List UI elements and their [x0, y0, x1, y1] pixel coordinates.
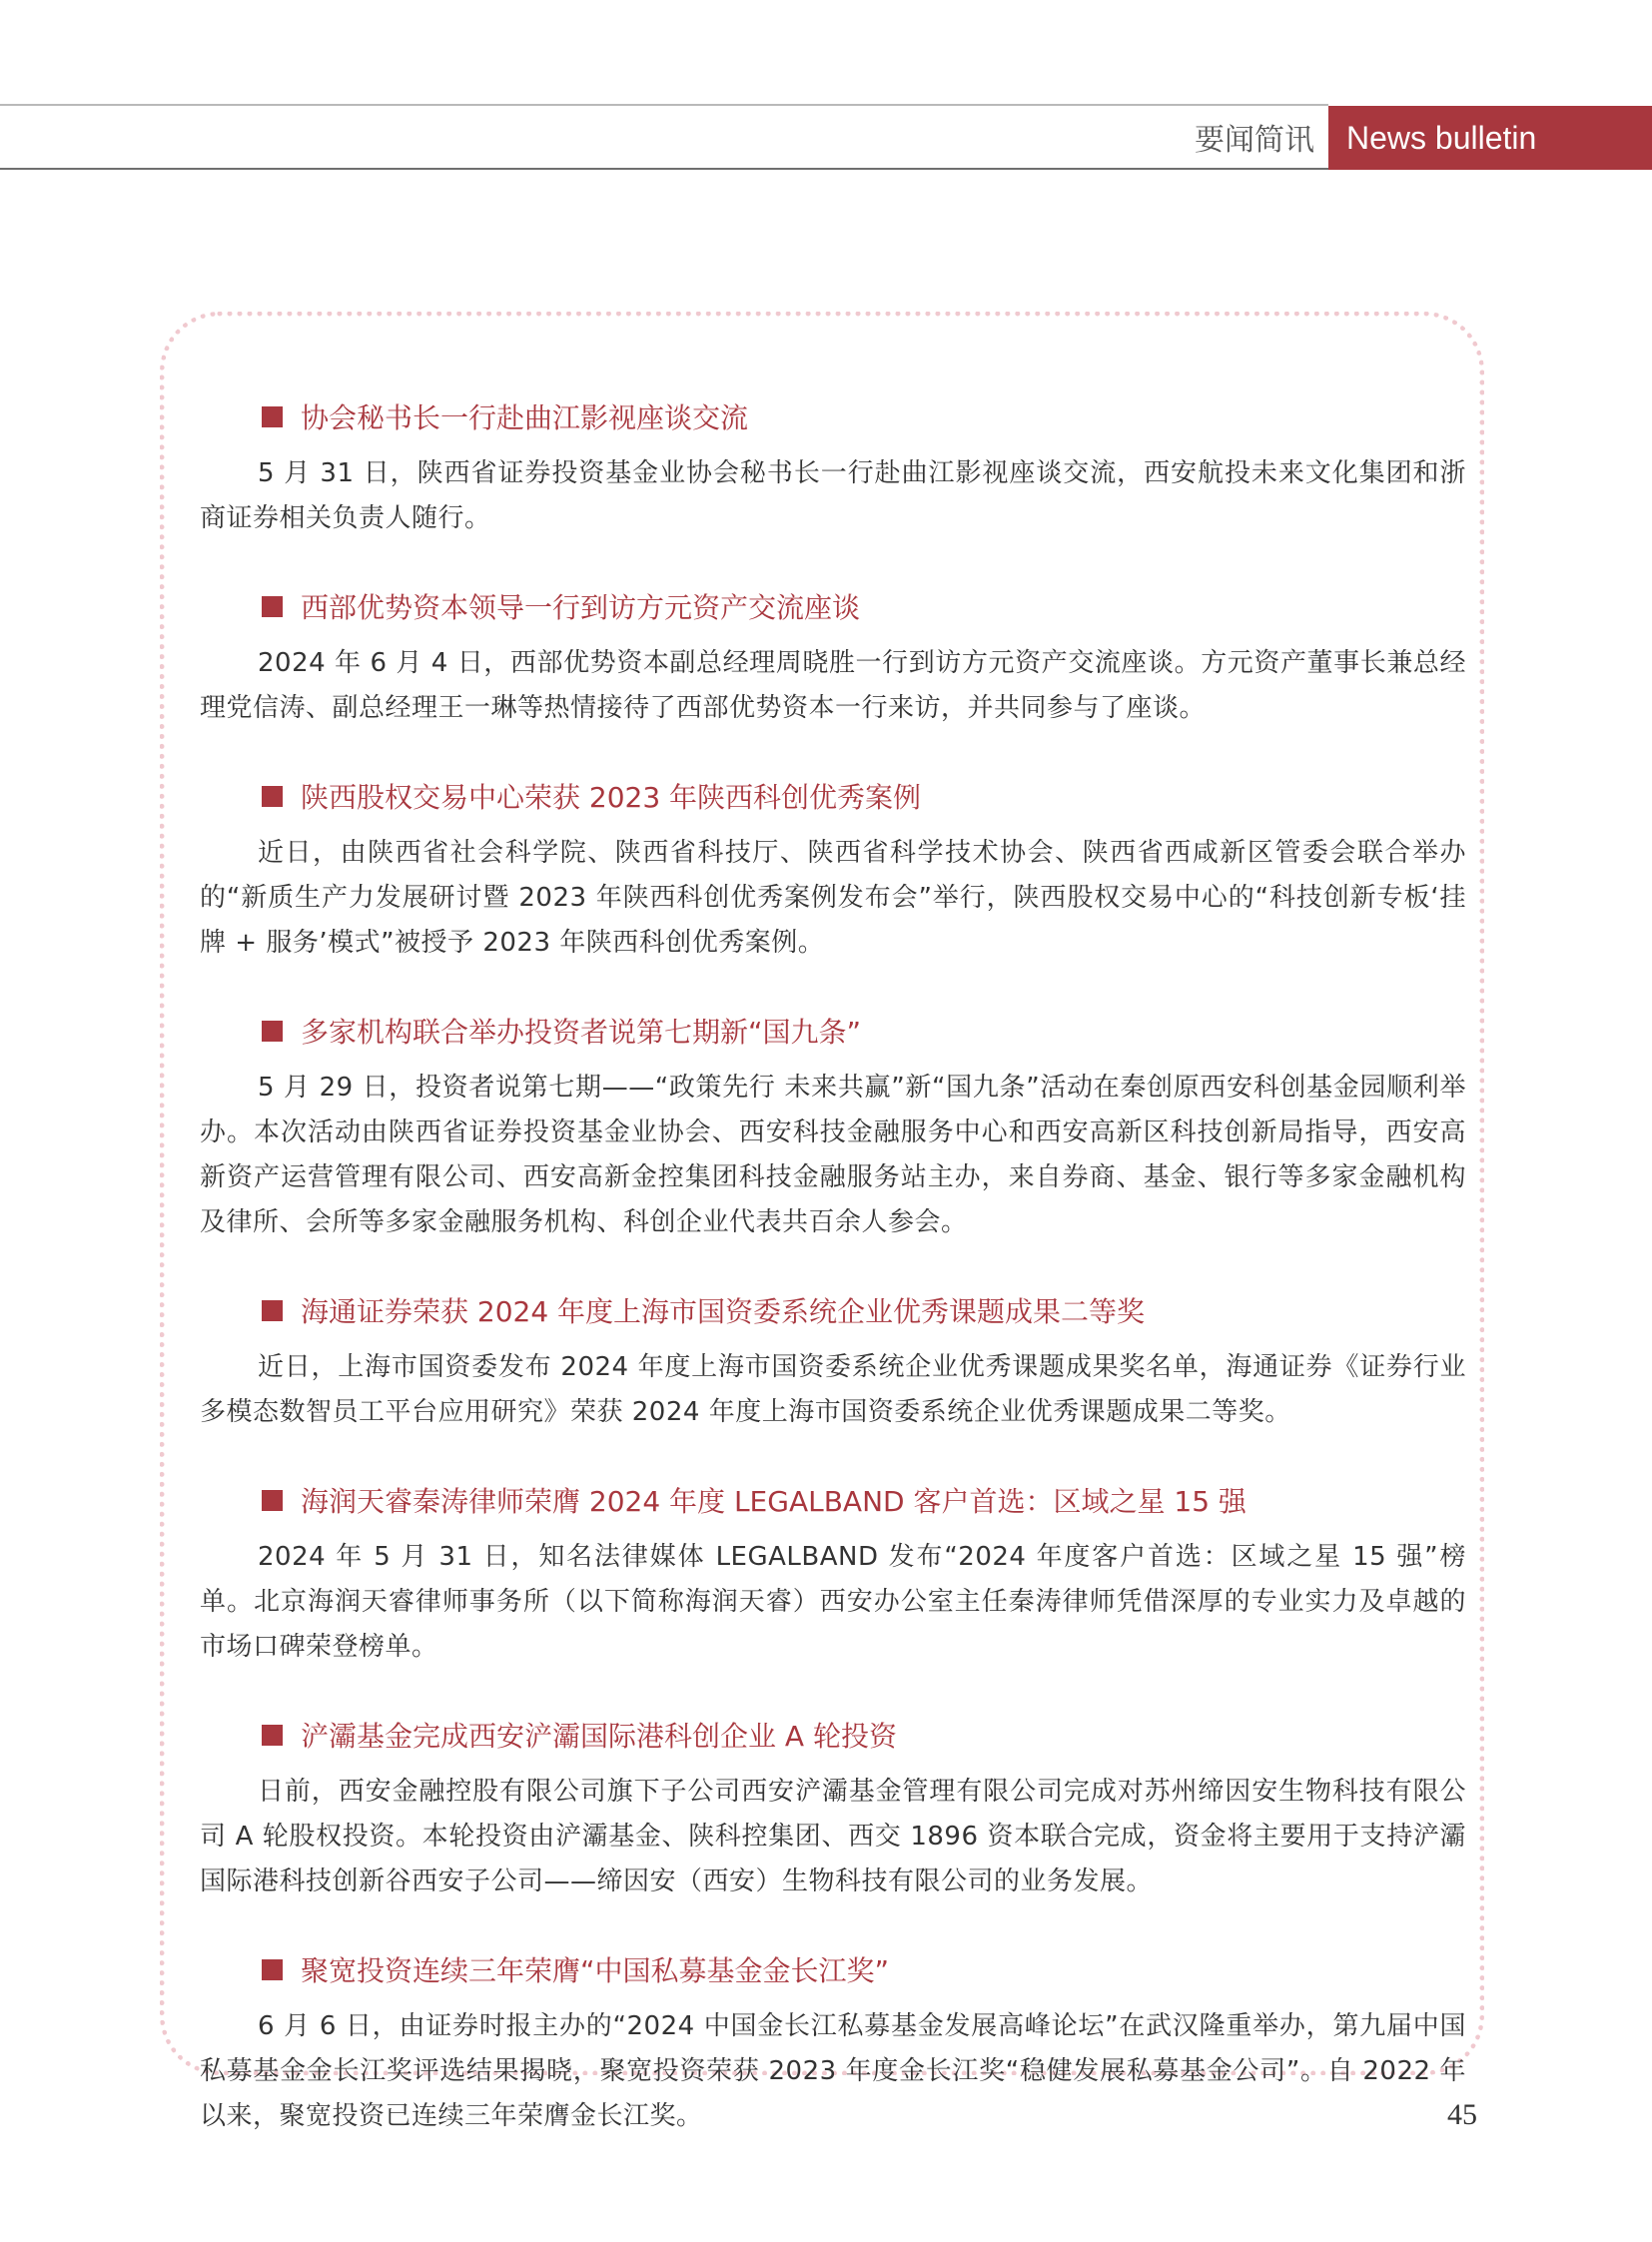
header-rule-top — [0, 104, 1328, 106]
news-item-title-text: 西部优势资本领导一行到访方元资产交流座谈 — [301, 591, 861, 624]
news-item — [200, 581, 1466, 731]
news-item-title-text: 陕西股权交易中心荣获 2023 年陕西科创优秀案例 — [301, 781, 922, 814]
news-item-title-text: 海润天睿秦涛律师荣膺 2024 年度 LEGALBAND 客户首选：区域之星 15 强 — [301, 1485, 1246, 1518]
news-item-title-text: 浐灞基金完成西安浐灞国际港科创企业 A 轮投资 — [301, 1720, 897, 1753]
section-title-en-badge — [1328, 106, 1652, 170]
news-item-title-text: 多家机构联合举办投资者说第七期新“国九条” — [301, 1016, 862, 1049]
square-bullet-icon — [262, 1300, 283, 1321]
news-item — [200, 771, 1466, 966]
news-item — [200, 1710, 1466, 1904]
news-item-body: 6 月 6 日，由证券时报主办的“2024 中国金长江私募基金发展高峰论坛”在武汉隆重举办，第九届中国私募基金金长江奖评选结果揭晓，聚宽投资荣获 2023 年度金长江奖“稳健发展私募基金公司”。自 2022 年以来，聚宽投资已连续三年荣膺金长江奖。 — [200, 2011, 1466, 2131]
news-item-title — [262, 1944, 1466, 1994]
news-item-title — [262, 581, 1466, 631]
news-item-title — [262, 1006, 1466, 1056]
header-rule-bottom — [0, 168, 1328, 170]
news-item-title-text: 海通证券荣获 2024 年度上海市国资委系统企业优秀课题成果二等奖 — [301, 1295, 1146, 1328]
news-item-title — [262, 1475, 1466, 1525]
news-item-body: 5 月 31 日，陕西省证券投资基金业协会秘书长一行赴曲江影视座谈交流，西安航投未来文化集团和浙商证券相关负责人随行。 — [200, 458, 1466, 533]
news-item — [200, 1475, 1466, 1670]
news-item-title — [262, 1285, 1466, 1335]
page-number: 45 — [1447, 2098, 1477, 2131]
news-item — [200, 391, 1466, 541]
news-item-body: 日前，西安金融控股有限公司旗下子公司西安浐灞基金管理有限公司完成对苏州缔因安生物科技有限公司 A 轮股权投资。本轮投资由浐灞基金、陕科控集团、西交 1896 资本联合完成，资金将主要用于支持浐灞国际港科技创新谷西安子公司——缔因安（西安）生物科技有限公司的业务发展。 — [200, 1777, 1466, 1896]
news-item-title — [262, 771, 1466, 821]
square-bullet-icon — [262, 1021, 283, 1042]
news-item-title — [262, 391, 1466, 441]
news-item — [200, 1285, 1466, 1435]
news-item-title — [262, 1710, 1466, 1760]
square-bullet-icon — [262, 406, 283, 427]
section-title-cn: 要闻简讯 — [1195, 123, 1314, 158]
news-list — [200, 391, 1466, 2179]
square-bullet-icon — [262, 786, 283, 807]
section-title-en: News bulletin — [1346, 120, 1537, 156]
square-bullet-icon — [262, 596, 283, 617]
news-item-body: 近日，上海市国资委发布 2024 年度上海市国资委系统企业优秀课题成果奖名单，海通证券《证券行业多模态数智员工平台应用研究》荣获 2024 年度上海市国资委系统企业优秀课题成果二等奖。 — [200, 1352, 1466, 1427]
square-bullet-icon — [262, 1959, 283, 1980]
news-item — [200, 1006, 1466, 1245]
news-item — [200, 1944, 1466, 2139]
news-item-body: 5 月 29 日，投资者说第七期——“政策先行 未来共赢”新“国九条”活动在秦创原西安科创基金园顺利举办。本次活动由陕西省证券投资基金业协会、西安科技金融服务中心和西安高新区科技创新局指导，西安高新资产运营管理有限公司、西安高新金控集团科技金融服务站主办，来自券商、基金、银行等多家金融机构及律所、会所等多家金融服务机构、科创企业代表共百余人参会。 — [200, 1073, 1466, 1237]
news-item-body: 2024 年 6 月 4 日，西部优势资本副总经理周晓胜一行到访方元资产交流座谈。方元资产董事长兼总经理党信涛、副总经理王一琳等热情接待了西部优势资本一行来访，并共同参与了座谈。 — [200, 648, 1466, 723]
square-bullet-icon — [262, 1725, 283, 1746]
news-item-body: 近日，由陕西省社会科学院、陕西省科技厅、陕西省科学技术协会、陕西省西咸新区管委会联合举办的“新质生产力发展研讨暨 2023 年陕西科创优秀案例发布会”举行，陕西股权交易中心的“科技创新专板‘挂牌 + 服务’模式”被授予 2023 年陕西科创优秀案例。 — [200, 838, 1466, 958]
news-item-title-text: 聚宽投资连续三年荣膺“中国私募基金金长江奖” — [301, 1954, 890, 1987]
news-item-body: 2024 年 5 月 31 日，知名法律媒体 LEGALBAND 发布“2024 年度客户首选：区域之星 15 强”榜单。北京海润天睿律师事务所（以下简称海润天睿）西安办公室主任秦涛律师凭借深厚的专业实力及卓越的市场口碑荣登榜单。 — [200, 1542, 1466, 1662]
news-item-title-text: 协会秘书长一行赴曲江影视座谈交流 — [301, 401, 749, 434]
square-bullet-icon — [262, 1490, 283, 1511]
